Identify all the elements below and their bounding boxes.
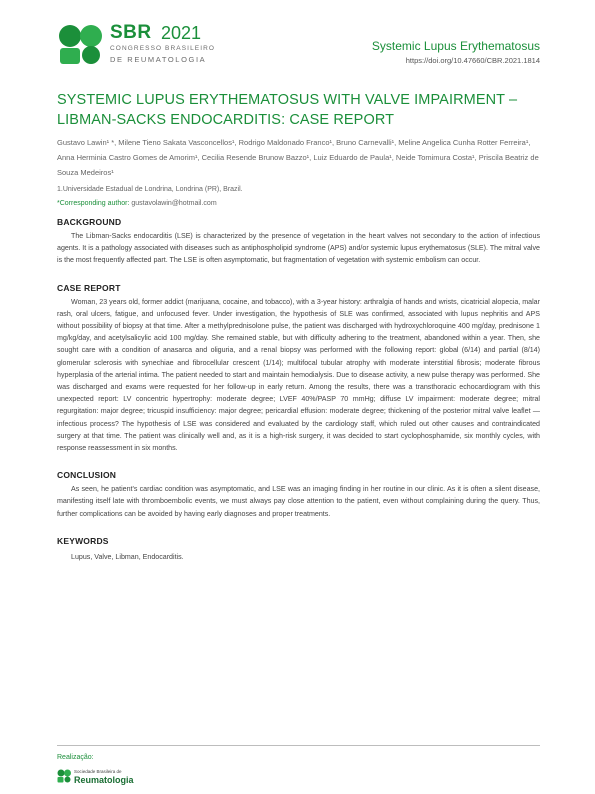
section-body-case-report: Woman, 23 years old, former addict (marijuana, cocaine, and tobacco), with a 3-year history: arthralgia of hands and wrists, cicatricial alopecia, malar rash, oral ulcers, fatigue, and unfocused fever. Under investigation, the hypothesis of SLE was confirmed, associated with lupus nephritis and APS without possibility of biopsy at that time. After a methylprednisolone pulse, the patient was discharged with hydroxychloroquine 400 mg/day, prednisone 1 mg/kg/day, and acetylsalicylic acid 100 mg/day. She remained stable, but with difficulty adhering to the treatment, abandoned within a year. Then, she sought care with a condition of anasarca and oliguria, and a renal biopsy was performed with the following report: global (6/14) and partial (8/14) glomerular sclerosis with synechiae and fibrocellular crescent (1/14); multifocal tubular atrophy with moderate interstitial fibrosis; moderate fibrous hyperplasia of the arterial intima. The patient needed to start and maintain hemodialysis. Due to disease activity, a new pulse therapy was performed. She was discharged and exams were requested for her follow-up in early return. Among the results, there was a transthoracic echocardiogram with this unexpected report: LV concentric hypertrophy: moderate degree; LVEF 40%/PASP 70 mmHg; diffuse LV impairment: moderate degree; mitral regurgitation: major degree; tricuspid insufficiency: major degree; pericardial effusion: moderate degree; thickening of the posterior mitral valve leaflet — infectious process? The hypothesis of LSE was considered and evaluated by the cardiology staff, which ruled out other causes and contraindicated surgery at that time. The patient was clinically well and, as it is a high-risk surgery, it was decided to start cyclophosphamide, six monthly cycles, with response reassessment in six months. xyxy=(57,297,540,453)
section-heading-keywords: KEYWORDS xyxy=(57,535,109,546)
corresponding-author xyxy=(57,200,540,207)
footer-org-name: Reumatologia xyxy=(74,775,134,785)
footer-org-small: Sociedade Brasileira de xyxy=(74,769,122,774)
corresponding-email[interactable]: gustavolawin@hotmail.com xyxy=(131,200,217,207)
doi-link[interactable]: https://doi.org/10.47660/CBR.2021.1814 xyxy=(405,56,540,65)
section-body-conclusion: As seen, he patient's cardiac condition was asymptomatic, and LSE was an imaging finding in her routine in our clinic. As it is often a silent disease, manifesting itself late with thromboembolic events, we must always pay close attention to the patient, even without complaining during the query. Thus, further complications can be avoided by having early diagnoses and proper treatments. xyxy=(57,485,540,518)
logo-line-2: DE REUMATOLOGIA xyxy=(110,55,207,64)
affiliation: 1.Universidade Estadual de Londrina, Londrina (PR), Brazil. xyxy=(57,186,243,193)
footer-realizacao: Realização: xyxy=(57,754,94,761)
corresponding-label: *Corresponding author: xyxy=(57,200,130,207)
journal-title: Systemic Lupus Erythematosus xyxy=(371,39,540,53)
keywords-list: Lupus, Valve, Libman, Endocarditis. xyxy=(71,552,184,561)
section-heading-conclusion: CONCLUSION xyxy=(57,470,117,481)
article-content xyxy=(57,90,540,563)
logo-brand: SBR xyxy=(110,22,152,43)
logo-line-1: CONGRESSO BRASILEIRO xyxy=(110,45,216,52)
sbr-footer-mark-icon xyxy=(57,769,71,783)
logo-year: 2021 xyxy=(161,23,202,43)
section-heading-background: BACKGROUND xyxy=(57,217,122,227)
footer-divider xyxy=(57,745,540,746)
congress-logo xyxy=(58,22,218,70)
sbr-logo-mark-icon xyxy=(58,24,104,66)
author-list: Gustavo Lawin¹ *, Milene Tieno Sakata Vasconcellos¹, Rodrigo Maldonado Franco¹, Bruno Carnevalli¹, Meline Angelica Cunha Rotter Ferreira¹, Anna Herminia Castro Gomes de Amorim¹, Cecilia Resende Brunow Bazzo¹, Luiz Eduardo de Paula¹, Neide Tomimura Costa¹, Priscila Beatriz de Souza Medeiros¹ xyxy=(57,138,539,177)
section-heading-case-report: CASE REPORT xyxy=(57,282,121,293)
section-body-background: The Libman-Sacks endocarditis (LSE) is characterized by the presence of vegetation in the heart valves not secondary to the action of infectious agents. It is a pathology associated with diseases such as antiphospholipid syndrome (APS) and/or systemic lupus erythematosus (SLE). The mitral valve is the most frequently affected part. The LSE is often asymptomatic, but fragmentation of vegetation with systemic embolism can occur. xyxy=(57,232,540,265)
article-title: SYSTEMIC LUPUS ERYTHEMATOSUS WITH VALVE IMPAIRMENT – LIBMAN-SACKS ENDOCARDITIS: CASE REPORT xyxy=(57,92,518,128)
sbr-footer-logo xyxy=(57,767,157,787)
page-header xyxy=(0,0,595,80)
